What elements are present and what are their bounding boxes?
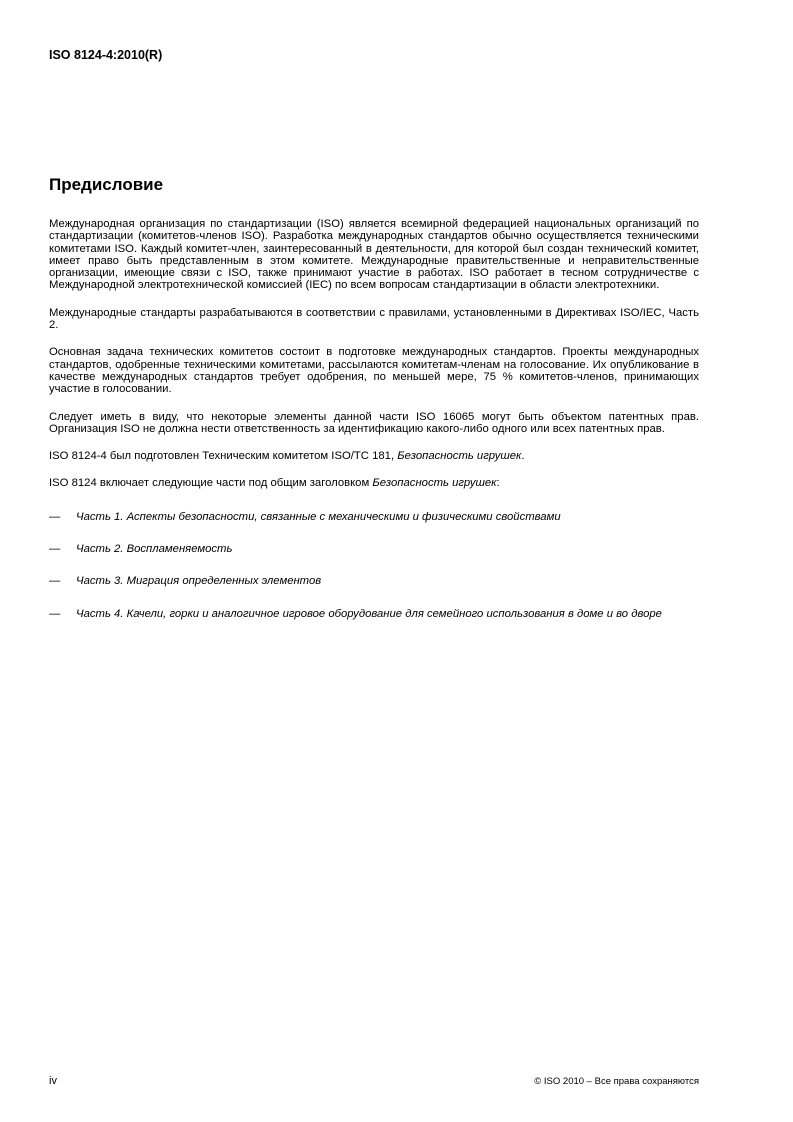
paragraph-directives: Международные стандарты разрабатываются в соответствии с правилами, установленными в Директивах ISO/IEC, Часть 2. — [49, 306, 699, 332]
list-item-part-3 — [49, 575, 699, 587]
copyright-notice: © ISO 2010 – Все права сохраняются — [534, 1076, 699, 1087]
list-item-part-1 — [49, 511, 699, 523]
parts-intro-suffix: : — [496, 477, 500, 490]
dash-marker: — — [49, 543, 61, 556]
prepared-by-text: ISO 8124-4 был подготовлен Техническим комитетом ISO/TC 181, — [49, 450, 398, 463]
document-code: ISO 8124-4:2010(R) — [49, 48, 163, 62]
foreword-body — [49, 218, 699, 641]
dash-marker: — — [49, 510, 61, 523]
part-4-text: Часть 4. Качели, горки и аналогичное игровое оборудование для семейного использования в доме и во дворе — [76, 607, 662, 620]
dash-marker: — — [49, 607, 61, 620]
paragraph-iso-intro: Международная организация по стандартизации (ISO) является всемирной федерацией национальных организаций по стандартизации (комитетов-членов ISO). Разработка международных стандартов обычно осуществляется техническими комитетами ISO. Каждый комитет-член, заинтересованный в деятельности, для которой был создан технический комитет, имеет право быть представленным в этом комитете. Международные правительственные и неправительственные организации, имеющие связи с ISO, также принимают участие в работах. ISO работает в тесном сотрудничестве с Международной электротехнической комиссией (IEC) по всем вопросам стандартизации в области электротехники. — [49, 218, 699, 292]
parts-intro-text: ISO 8124 включает следующие части под общим заголовком — [49, 477, 373, 490]
part-1-text: Часть 1. Аспекты безопасности, связанные с механическими и физическими свойствами — [76, 510, 561, 523]
prepared-by-suffix: . — [521, 450, 525, 463]
parts-list — [49, 511, 699, 621]
prepared-by-title: Безопасность игрушек — [397, 450, 522, 463]
parts-intro-title: Безопасность игрушек — [372, 477, 497, 490]
part-2-text: Часть 2. Воспламеняемость — [76, 543, 233, 556]
section-title: Предисловие — [49, 175, 164, 194]
list-item-part-4 — [49, 608, 699, 621]
list-item-part-2 — [49, 543, 699, 555]
page-number: iv — [49, 1075, 57, 1087]
part-3-text: Часть 3. Миграция определенных элементов — [76, 575, 322, 588]
dash-marker: — — [49, 575, 61, 588]
paragraph-prepared-by — [49, 450, 699, 462]
paragraph-parts-intro — [49, 477, 699, 489]
paragraph-committee-task: Основная задача технических комитетов состоит в подготовке международных стандартов. Проекты международных стандартов, одобренные техническими комитетами, рассылаются комитетам-членам на голосование. Их опубликование в качестве международных стандартов требует одобрения, по меньшей мере, 75 % комитетов-членов, принимающих участие в голосовании. — [49, 346, 699, 396]
paragraph-patent-rights: Следует иметь в виду, что некоторые элементы данной части ISO 16065 могут быть объектом патентных прав. Организация ISO не должна нести ответственность за идентификацию какого-либо одного или всех патентных прав. — [49, 410, 699, 435]
